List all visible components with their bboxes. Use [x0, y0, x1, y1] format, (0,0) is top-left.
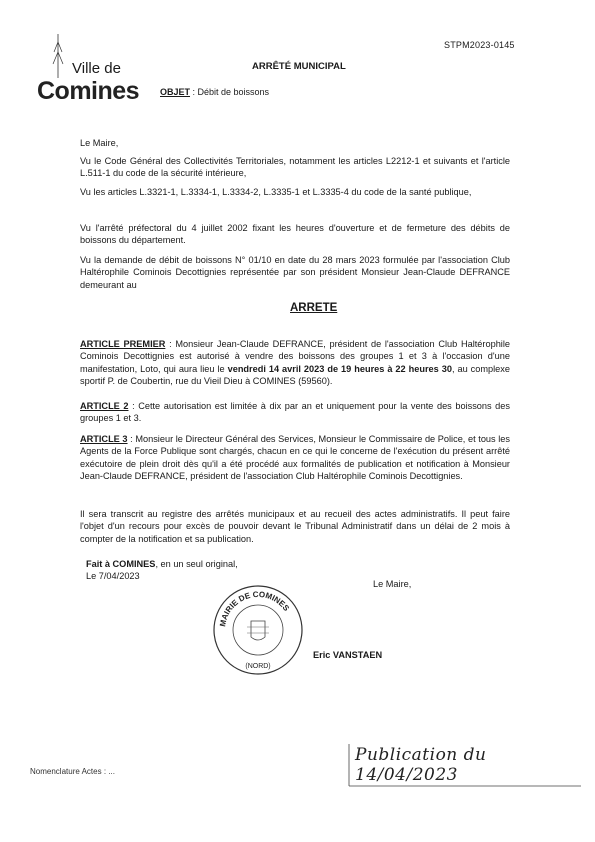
closing-paragraph: Il sera transcrit au registre des arrêtés municipaux et au recueil des actes administratifs. Il peut faire l'objet d'un recours pour excès de pouvoir devant le Tribunal Administratif dans un délai de 2 mois à compter de la notification et sa publication. — [80, 509, 510, 544]
logo-comines-text: Comines — [37, 77, 140, 105]
seal-top-text: MAIRIE DE COMINES — [218, 589, 291, 628]
signer-name: Eric VANSTAEN — [313, 650, 383, 660]
vu-paragraph-1: Vu le Code Général des Collectivités Territoriales, notamment les articles L2212-1 et suivants et l'article L.511-1 du code de la sécurité intérieure, — [80, 156, 510, 179]
article-3-text: : Monsieur le Directeur Général des Services, Monsieur le Commissaire de Police, et tous les Agents de la Force Publique sont chargés, chacun en ce qui le concerne de l'exécution du présent arrêté exécutoire de plein droit dès qu'il a été procédé aux formalités de publication et notification à Monsieur Jean-Claude DEFRANCE, président de l'association Club Haltérophile Cominois Decottignies. — [80, 434, 510, 482]
subject-label: OBJET — [160, 87, 191, 97]
article-2-label: ARTICLE 2 — [80, 401, 129, 411]
article-3 — [80, 433, 510, 483]
logo-ville-text: Ville de — [72, 60, 121, 77]
decision-heading: ARRETE — [290, 302, 338, 314]
subject-line — [160, 87, 269, 97]
document-reference: STPM2023-0145 — [444, 40, 515, 50]
article-1 — [80, 338, 510, 388]
article-1-date: vendredi 14 avril 2023 de 19 heures à 22 heures 30 — [227, 363, 452, 374]
vu-paragraph-3: Vu l'arrêté préfectoral du 4 juillet 2002 fixant les heures d'ouverture et de fermeture des débits de boissons du département. — [80, 223, 510, 246]
handwritten-publication-note: Publication du 14/04/2023 — [355, 745, 487, 785]
vu-paragraph-2: Vu les articles L.3321-1, L.3334-1, L.3334-2, L.3335-1 et L.3335-4 du code de la santé publique, — [80, 187, 472, 197]
signature-place: Fait à COMINES — [86, 559, 156, 569]
article-3-label: ARTICLE 3 — [80, 434, 128, 444]
municipal-seal-icon — [211, 583, 305, 677]
signature-date: Le 7/04/2023 — [86, 571, 140, 582]
article-1-text-a: : Monsieur Jean-Claude DEFRANCE, président de l'association Club Haltérophile Cominois Decottignies est autorisé à vendre des boissons des groupes 1 et 3 à l'occasion d'une manifestation, Loto, qui aura lieu le — [80, 339, 510, 374]
article-1-label: ARTICLE PREMIER — [80, 339, 166, 349]
signer-role: Le Maire, — [373, 579, 412, 589]
article-1-text-b: , au complexe sportif P. de Coubertin, rue du Vieil Dieu à COMINES (59560). — [80, 363, 510, 387]
place-and-date — [86, 558, 238, 583]
vu-paragraph-4: Vu la demande de débit de boissons N° 01/10 en date du 28 mars 2023 formulée par l'association Club Haltérophile Cominois Decottignies représentée par son président Monsieur Jean-Claude DEFRANCE demeurant au — [80, 255, 510, 290]
article-2 — [80, 400, 510, 425]
footer-nomenclature: Nomenclature Actes : ... — [30, 767, 115, 776]
city-logo-icon — [52, 34, 64, 78]
salutation: Le Maire, — [80, 138, 119, 148]
article-2-text: : Cette autorisation est limitée à dix par an et uniquement pour la vente des boissons des groupes 1 et 3. — [80, 401, 510, 424]
document-title: ARRÊTÉ MUNICIPAL — [252, 61, 346, 72]
signature-place-rest: , en un seul original, — [155, 559, 238, 569]
seal-bottom-text: (NORD) — [245, 663, 271, 670]
subject-text: : Débit de boissons — [190, 87, 270, 97]
